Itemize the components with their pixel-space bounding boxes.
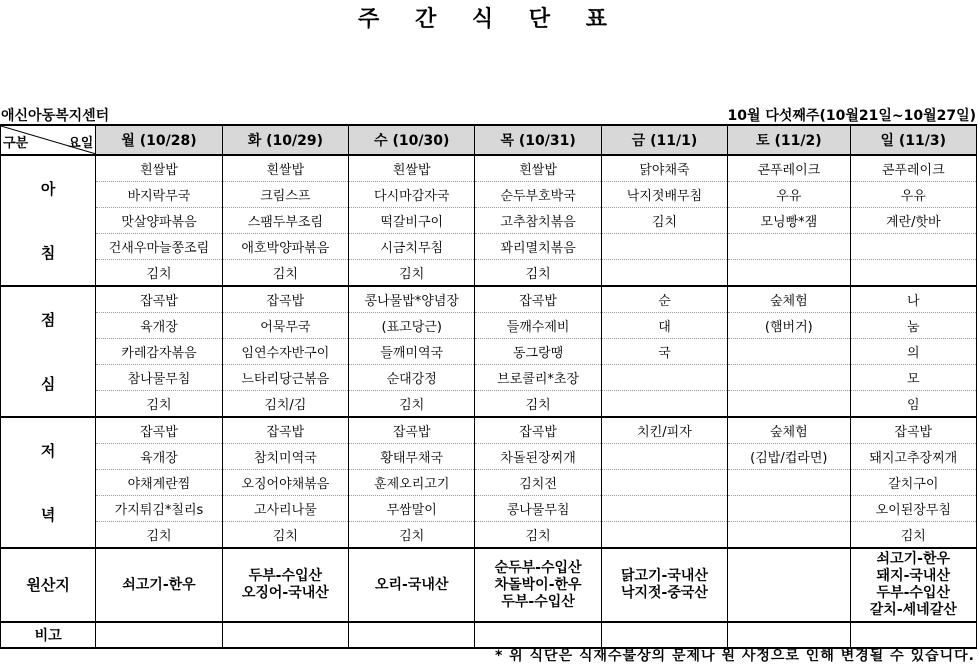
meal-label — [1, 417, 96, 548]
menu-cell: 김치 — [475, 522, 601, 549]
menu-cell — [728, 391, 850, 418]
menu-cell: 차돌된장찌개 — [475, 444, 601, 470]
menu-cell: 훈제오리고기 — [349, 470, 475, 496]
origin-line: 두부-수입산 — [876, 585, 950, 601]
day-header: 화 (10/29) — [222, 125, 348, 155]
menu-row — [1, 208, 977, 234]
meal-label — [1, 286, 96, 417]
origin-line: 쇠고기-한우 — [876, 551, 950, 567]
menu-cell: 돼지고추장찌개 — [850, 444, 976, 470]
menu-cell: 맛살양파볶음 — [96, 208, 222, 234]
menu-cell: 갈치구이 — [850, 470, 976, 496]
origin-line: 쇠고기-한우 — [122, 576, 196, 593]
menu-cell: 카레감자볶음 — [96, 339, 222, 365]
menu-cell: 떡갈비구이 — [349, 208, 475, 234]
menu-cell: 참치미역국 — [222, 444, 348, 470]
menu-cell: 잡곡밥 — [96, 417, 222, 444]
menu-cell — [601, 444, 727, 470]
origin-cell — [601, 548, 727, 622]
menu-cell: 김치 — [96, 391, 222, 418]
menu-cell: 고추참치볶음 — [475, 208, 601, 234]
note-cell — [222, 622, 348, 648]
menu-cell — [601, 391, 727, 418]
day-header: 일 (11/3) — [850, 125, 976, 155]
day-header: 수 (10/30) — [349, 125, 475, 155]
menu-cell: 낙지젓배무침 — [601, 182, 727, 208]
menu-cell: 잡곡밥 — [475, 286, 601, 313]
day-header: 목 (10/31) — [475, 125, 601, 155]
menu-cell: 순두부호박국 — [475, 182, 601, 208]
menu-cell: 임연수자반구이 — [222, 339, 348, 365]
menu-cell — [728, 365, 850, 391]
menu-cell: 황태무채국 — [349, 444, 475, 470]
menu-row — [1, 286, 977, 313]
day-header: 금 (11/1) — [601, 125, 727, 155]
menu-cell: 콘푸레이크 — [850, 155, 976, 182]
menu-cell: 흰쌀밥 — [349, 155, 475, 182]
origin-cell — [850, 548, 976, 622]
organization-name: 애신아동복지센터 — [1, 108, 110, 124]
menu-cell: 참나물무침 — [96, 365, 222, 391]
menu-row — [1, 522, 977, 549]
menu-cell: 어묵무국 — [222, 313, 348, 339]
origin-line: 낙지젓-중국산 — [620, 585, 708, 601]
menu-cell — [728, 522, 850, 549]
menu-cell: 김치 — [96, 522, 222, 549]
menu-cell: 계란/핫바 — [850, 208, 976, 234]
origin-line: 오리-국내산 — [375, 576, 449, 593]
note-label: 비고 — [1, 622, 96, 648]
origin-line: 차돌박이-한우 — [494, 576, 582, 593]
menu-cell: 시금치무침 — [349, 234, 475, 260]
menu-row — [1, 260, 977, 287]
menu-cell: 김치 — [601, 208, 727, 234]
menu-cell: 모닝빵*잼 — [728, 208, 850, 234]
menu-cell: 김치전 — [475, 470, 601, 496]
menu-cell: 의 — [850, 339, 976, 365]
menu-cell: 치킨/피자 — [601, 417, 727, 444]
menu-cell: 흰쌀밥 — [475, 155, 601, 182]
menu-cell — [601, 260, 727, 287]
origin-line: 돼지-국내산 — [876, 568, 950, 584]
menu-cell — [601, 496, 727, 522]
menu-cell: 흰쌀밥 — [222, 155, 348, 182]
menu-cell: 김치 — [475, 260, 601, 287]
menu-cell: 흰쌀밥 — [96, 155, 222, 182]
menu-cell: 브로콜리*초장 — [475, 365, 601, 391]
menu-cell: (햄버거) — [728, 313, 850, 339]
menu-cell: 건새우마늘쫑조림 — [96, 234, 222, 260]
meal-label-top: 점 — [40, 310, 56, 329]
menu-cell: 야채계란찜 — [96, 470, 222, 496]
menu-cell: 우유 — [850, 182, 976, 208]
origin-cell — [475, 548, 601, 622]
menu-cell: 임 — [850, 391, 976, 418]
origin-line: 닭고기-국내산 — [620, 568, 708, 584]
menu-cell: 육개장 — [96, 444, 222, 470]
menu-cell: (표고당근) — [349, 313, 475, 339]
origin-cell — [222, 548, 348, 622]
menu-cell: 김치/김 — [222, 391, 348, 418]
menu-cell: 김치 — [222, 260, 348, 287]
menu-cell: 잡곡밥 — [349, 417, 475, 444]
menu-cell — [601, 234, 727, 260]
origin-cell — [728, 548, 850, 622]
menu-row — [1, 313, 977, 339]
menu-cell — [728, 260, 850, 287]
menu-cell: 콘푸레이크 — [728, 155, 850, 182]
meal-label-top: 저 — [40, 441, 56, 460]
menu-cell: 순대강정 — [349, 365, 475, 391]
menu-cell — [850, 260, 976, 287]
menu-cell: 오이된장무침 — [850, 496, 976, 522]
menu-cell: 동그랑땡 — [475, 339, 601, 365]
origin-row — [1, 548, 977, 622]
menu-row — [1, 417, 977, 444]
menu-cell: 김치 — [96, 260, 222, 287]
origin-label: 원산지 — [1, 548, 96, 622]
note-cell — [349, 622, 475, 648]
origin-line: 갈치-세네갈산 — [869, 602, 957, 618]
origin-line: 두부-수입산 — [248, 568, 323, 584]
menu-cell: 숲체험 — [728, 286, 850, 313]
menu-cell: 스팸두부조림 — [222, 208, 348, 234]
menu-row — [1, 365, 977, 391]
page-title: 주 간 식 단 표 — [358, 7, 621, 32]
menu-cell: 나 — [850, 286, 976, 313]
menu-cell: 오징어야채볶음 — [222, 470, 348, 496]
week-range: 10월 다섯째주(10월21일~10월27일) — [727, 108, 976, 124]
corner-label-day: 요일 — [68, 136, 94, 151]
menu-cell: 들깨수제비 — [475, 313, 601, 339]
meal-label-bottom: 심 — [40, 375, 56, 394]
origin-cell — [96, 548, 222, 622]
menu-cell: 잡곡밥 — [850, 417, 976, 444]
origin-cell — [349, 548, 475, 622]
day-header: 월 (10/28) — [96, 125, 222, 155]
origin-line: 두부-수입산 — [501, 593, 575, 610]
menu-cell: 다시마감자국 — [349, 182, 475, 208]
menu-row — [1, 339, 977, 365]
menu-cell: 닭야채죽 — [601, 155, 727, 182]
menu-cell: 고사리나물 — [222, 496, 348, 522]
menu-cell: 가지튀김*칠리s — [96, 496, 222, 522]
menu-row — [1, 234, 977, 260]
menu-cell: 느타리당근볶음 — [222, 365, 348, 391]
menu-row — [1, 496, 977, 522]
menu-cell: 대 — [601, 313, 727, 339]
menu-cell: 꽈리멸치볶음 — [475, 234, 601, 260]
menu-cell: 콩나물무침 — [475, 496, 601, 522]
menu-cell: (김밥/컵라면) — [728, 444, 850, 470]
header-row — [1, 125, 977, 155]
menu-cell — [728, 470, 850, 496]
menu-cell: 잡곡밥 — [222, 417, 348, 444]
footer-note: * 위 식단은 식재수불상의 문제나 원 사정으로 인해 변경될 수 있습니다. — [494, 648, 975, 664]
menu-cell: 잡곡밥 — [222, 286, 348, 313]
menu-row — [1, 444, 977, 470]
menu-cell: 김치 — [222, 522, 348, 549]
meal-label-bottom: 침 — [40, 244, 56, 263]
menu-row — [1, 155, 977, 182]
menu-cell — [728, 339, 850, 365]
menu-cell: 김치 — [850, 522, 976, 549]
menu-cell — [601, 522, 727, 549]
menu-cell: 육개장 — [96, 313, 222, 339]
menu-cell: 김치 — [349, 260, 475, 287]
menu-cell: 잡곡밥 — [96, 286, 222, 313]
menu-cell: 김치 — [349, 391, 475, 418]
menu-cell — [850, 234, 976, 260]
menu-cell: 김치 — [475, 391, 601, 418]
menu-cell: 우유 — [728, 182, 850, 208]
menu-cell — [601, 470, 727, 496]
menu-row — [1, 182, 977, 208]
day-header: 토 (11/2) — [728, 125, 850, 155]
menu-cell: 무쌈말이 — [349, 496, 475, 522]
menu-cell: 김치 — [349, 522, 475, 549]
menu-cell: 순 — [601, 286, 727, 313]
menu-cell — [601, 365, 727, 391]
menu-cell: 크림스프 — [222, 182, 348, 208]
corner-label-category: 구분 — [3, 136, 29, 151]
menu-cell — [728, 496, 850, 522]
menu-cell: 국 — [601, 339, 727, 365]
menu-cell: 잡곡밥 — [475, 417, 601, 444]
meal-label-bottom: 녁 — [40, 506, 56, 525]
menu-row — [1, 470, 977, 496]
meal-label-top: 아 — [40, 179, 56, 198]
meal-label — [1, 155, 96, 286]
corner-cell — [1, 125, 96, 155]
menu-cell: 눔 — [850, 313, 976, 339]
menu-cell — [728, 234, 850, 260]
weekly-menu-table — [0, 124, 977, 649]
menu-cell: 숲체험 — [728, 417, 850, 444]
menu-cell: 콩나물밥*양념장 — [349, 286, 475, 313]
menu-cell: 들깨미역국 — [349, 339, 475, 365]
menu-row — [1, 391, 977, 418]
menu-cell: 애호박양파볶음 — [222, 234, 348, 260]
note-cell — [96, 622, 222, 648]
origin-line: 순두부-수입산 — [494, 559, 582, 576]
menu-cell: 모 — [850, 365, 976, 391]
menu-cell: 바지락무국 — [96, 182, 222, 208]
origin-line: 오징어-국내산 — [241, 585, 329, 601]
